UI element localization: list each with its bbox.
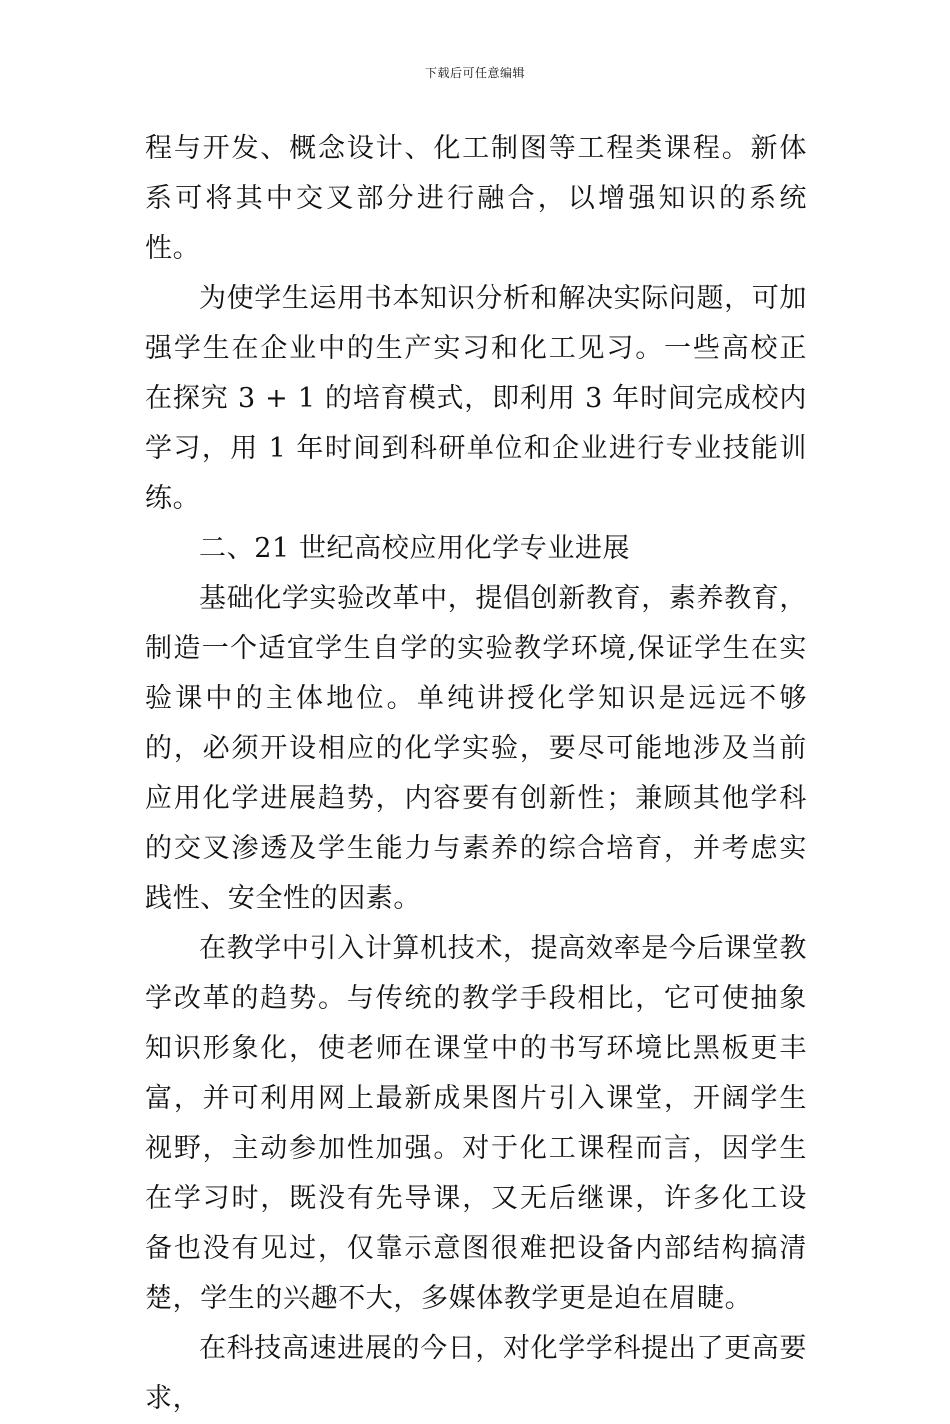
paragraph-computer-technology: 在教学中引入计算机技术，提高效率是今后课堂教学改革的趋势。与传统的教学手段相比，它可使抽象知识形象化，使老师在课堂中的书写环境比黑板更丰富，并可利用网上最新成果图片引入课堂，开阔学生视野，主动参加性加强。对于化工课程而言，因学生在学习时，既没有先导课，又无后继课，许多化工设备也没有见过，仅靠示意图很难把设备内部结构搞清楚，学生的兴趣不大，多媒体教学更是迫在眉睫。 xyxy=(145,933,807,1314)
section-heading: 二、21 世纪高校应用化学专业进展 xyxy=(199,533,631,564)
paragraph-experiment-reform: 基础化学实验改革中，提倡创新教育，素养教育，制造一个适宜学生自学的实验教学环境,保证学生在实验课中的主体地位。单纯讲授化学知识是远远不够的，必须开设相应的化学实验，要尽可能地涉及当前应用化学进展趋势，内容要有创新性；兼顾其他学科的交叉渗透及学生能力与素养的综合培育，并考虑实践性、安全性的因素。 xyxy=(145,583,807,914)
page-header: 下载后可任意编辑 xyxy=(424,66,525,80)
paragraph-practical-training: 为使学生运用书本知识分析和解决实际问题，可加强学生在企业中的生产实习和化工见习。一些高校正在探究 3 + 1 的培育模式，即利用 3 年时间完成校内学习，用 1 年时间到科研单位和企业进行专业技能训练。 xyxy=(145,283,807,514)
document-body xyxy=(145,124,807,1424)
paragraph-technology-development: 在科技高速进展的今日，对化学学科提出了更高要求， xyxy=(145,1333,807,1414)
paragraph-continuation: 程与开发、概念设计、化工制图等工程类课程。新体系可将其中交叉部分进行融合，以增强知识的系统性。 xyxy=(145,133,807,264)
